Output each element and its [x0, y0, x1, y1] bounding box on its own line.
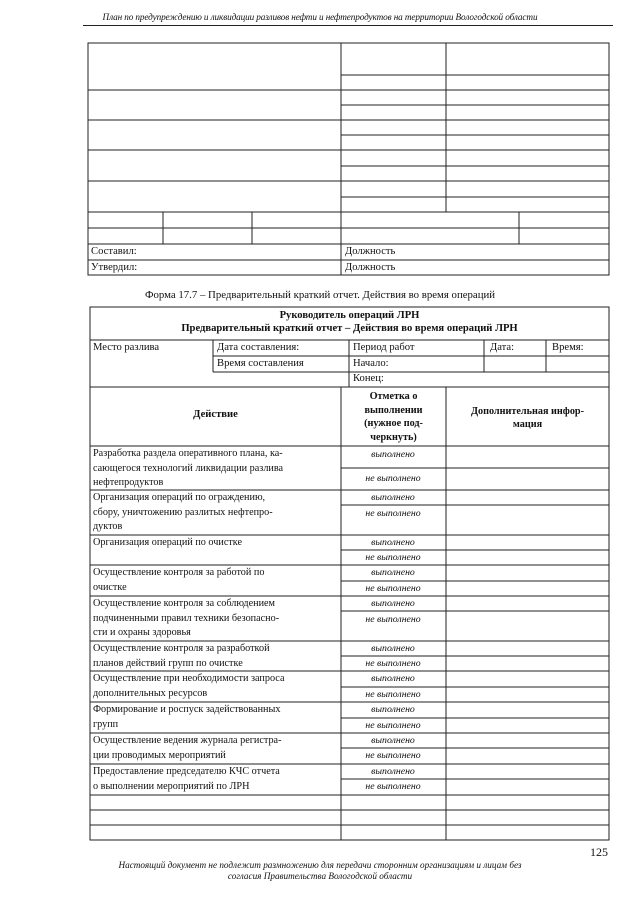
done-mark[interactable]: выполнено: [371, 735, 415, 746]
done-mark[interactable]: выполнено: [371, 567, 415, 578]
col-mark-header: Отметка о выполнении (нужное под- черкнуть): [364, 391, 423, 443]
not-done-mark[interactable]: не выполнено: [365, 658, 421, 669]
page-header: План по предупреждению и ликвидации разливов нефти и нефтепродуктов на территории Вологодской области: [102, 12, 538, 22]
page-number: 125: [590, 845, 608, 859]
form-title: Руководитель операций ЛРН: [279, 310, 420, 321]
done-mark[interactable]: выполнено: [371, 492, 415, 503]
table-row: Осуществление контроля за работой по очистке: [93, 567, 265, 593]
date2-label: Дата:: [490, 342, 515, 353]
not-done-mark[interactable]: не выполнено: [365, 552, 421, 563]
done-mark[interactable]: выполнено: [371, 598, 415, 609]
table-row: Осуществление при необходимости запроса дополнительных ресурсов: [93, 673, 285, 699]
table-row: Осуществление ведения журнала регистра- ции проводимых мероприятий: [93, 735, 282, 761]
done-mark[interactable]: выполнено: [371, 449, 415, 460]
table-row: Организация операций по очистке: [93, 537, 243, 548]
col-info-header: Дополнительная инфор- мация: [471, 406, 584, 430]
form-caption: Форма 17.7 – Предварительный краткий отчет. Действия во время операций: [144, 289, 496, 301]
form-subtitle: Предварительный краткий отчет – Действия во время операций ЛРН: [181, 323, 518, 334]
time-label: Время составления: [217, 358, 304, 369]
table-row: Осуществление контроля за соблюдением подчиненными правил техники безопасно- сти и охраны здоровья: [93, 598, 280, 639]
not-done-mark[interactable]: не выполнено: [365, 750, 421, 761]
done-mark[interactable]: выполнено: [371, 537, 415, 548]
done-mark[interactable]: выполнено: [371, 673, 415, 684]
end-label: Конец:: [353, 373, 384, 384]
table-row: Организация операций по ограждению, сбору, уничтожению разлитых нефтепро- дуктов: [93, 492, 273, 533]
approved-label: Утвердил:: [91, 262, 138, 273]
page-footer: Настоящий документ не подлежит размножению для передачи сторонним организациям и лицам без согласия Правительства Вологодской области: [118, 860, 522, 881]
col-action-header: Действие: [193, 409, 238, 420]
not-done-mark[interactable]: не выполнено: [365, 508, 421, 519]
done-mark[interactable]: выполнено: [371, 704, 415, 715]
compiled-label: Составил:: [91, 246, 137, 257]
start-label: Начало:: [353, 358, 389, 369]
done-mark[interactable]: выполнено: [371, 643, 415, 654]
not-done-mark[interactable]: не выполнено: [365, 781, 421, 792]
position-label: Должность: [345, 246, 396, 257]
not-done-mark[interactable]: не выполнено: [365, 720, 421, 731]
not-done-mark[interactable]: не выполнено: [365, 583, 421, 594]
not-done-mark[interactable]: не выполнено: [365, 689, 421, 700]
table-row: Формирование и роспуск задействованных групп: [93, 704, 281, 730]
time2-label: Время:: [552, 342, 584, 353]
not-done-mark[interactable]: не выполнено: [365, 614, 421, 625]
place-label: Место разлива: [93, 342, 160, 353]
table-row: Осуществление контроля за разработкой планов действий групп по очистке: [93, 643, 270, 669]
table-row: Разработка раздела оперативного плана, ка- сающегося технологий ликвидации разлива нефтепродуктов: [93, 448, 284, 489]
position-label: Должность: [345, 262, 396, 273]
done-mark[interactable]: выполнено: [371, 766, 415, 777]
period-label: Период работ: [353, 342, 415, 353]
table-row: Предоставление председателю КЧС отчета о выполнении мероприятий по ЛРН: [93, 766, 280, 792]
date-label: Дата составления:: [217, 342, 300, 353]
not-done-mark[interactable]: не выполнено: [365, 473, 421, 484]
